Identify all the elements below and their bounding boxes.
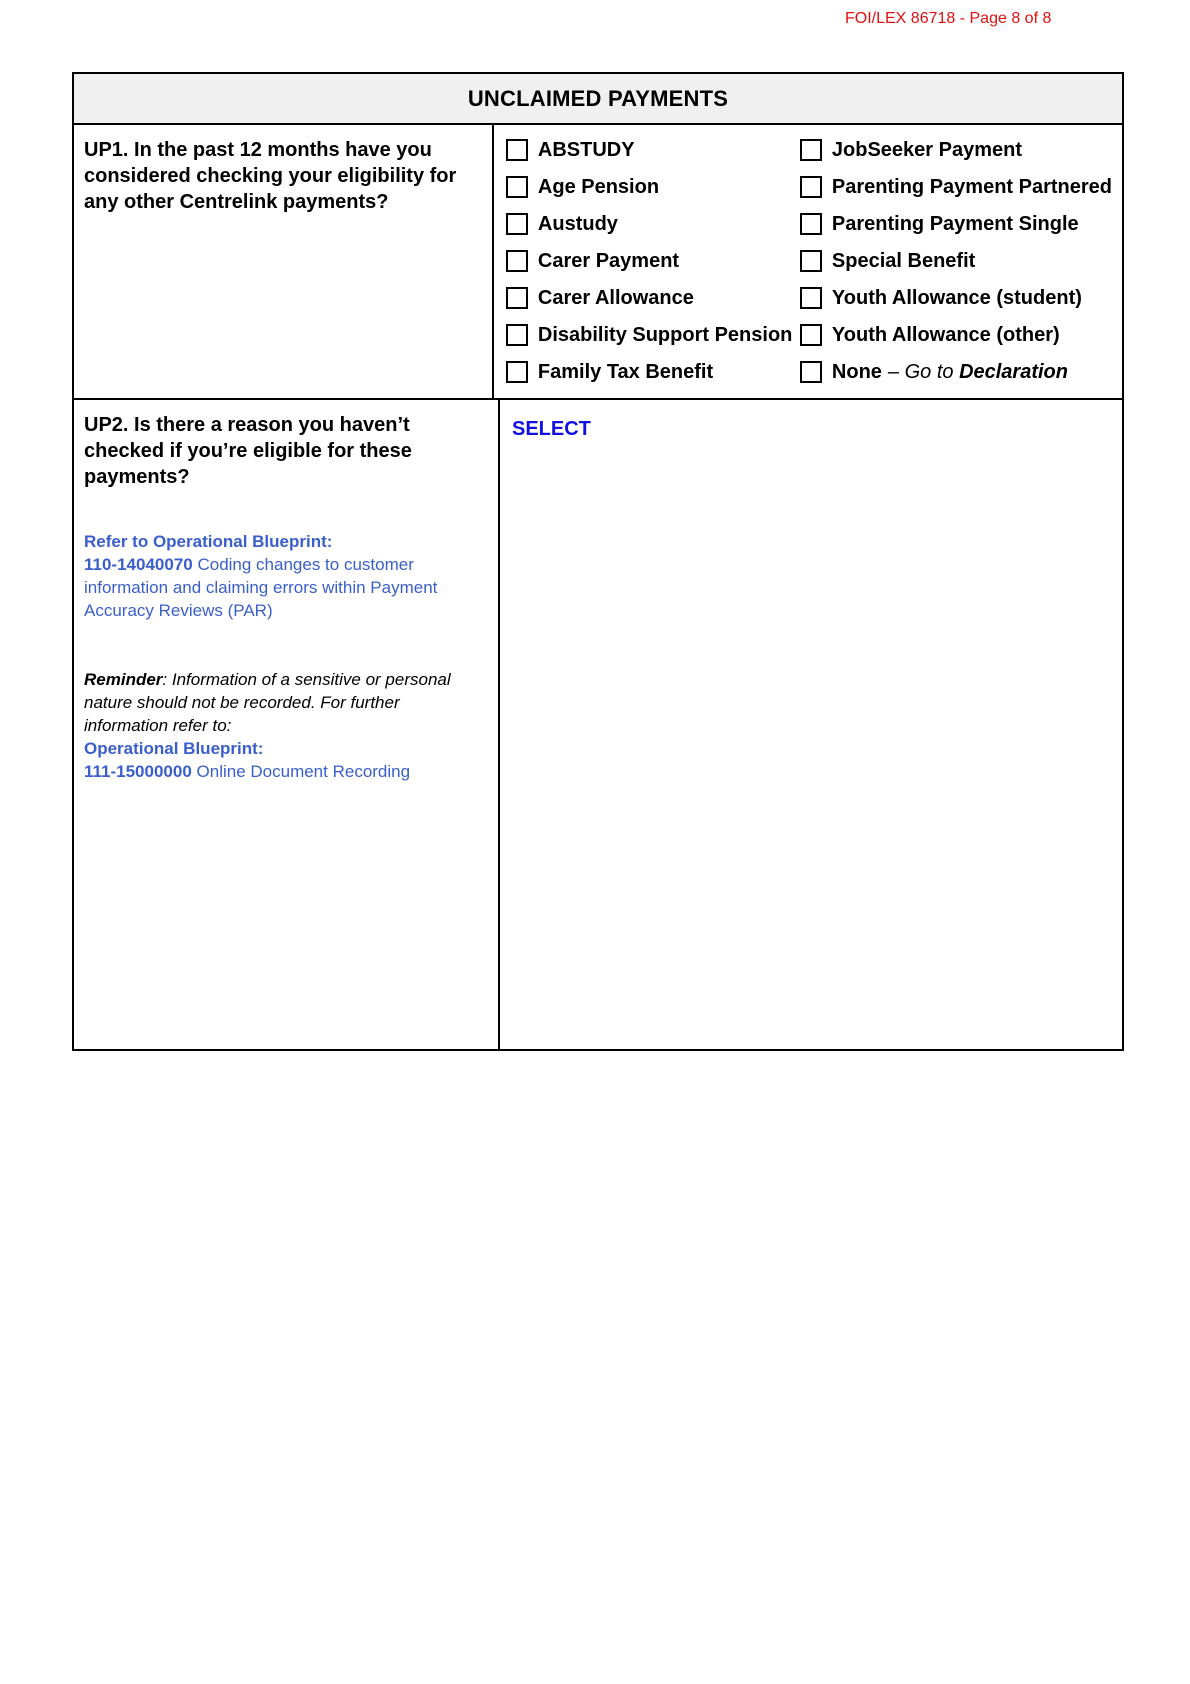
option-parenting-payment-partnered[interactable] bbox=[800, 174, 1112, 200]
none-instruction bbox=[888, 361, 1068, 384]
checkbox[interactable] bbox=[800, 250, 822, 272]
answer-cell-up2 bbox=[500, 400, 1122, 1049]
option-label: Carer Payment bbox=[537, 249, 680, 272]
checkbox[interactable] bbox=[506, 176, 528, 198]
question-up1: UP1. In the past 12 months have you considered checking your eligibility for any other Centrelink payments? bbox=[84, 139, 457, 213]
checkbox[interactable] bbox=[506, 287, 528, 309]
option-label: Disability Support Pension bbox=[537, 323, 793, 346]
checkbox[interactable] bbox=[800, 324, 822, 346]
none-instruction-prefix: – Go to bbox=[887, 360, 960, 383]
blueprint-reference bbox=[84, 530, 488, 622]
blueprint-reference-2 bbox=[84, 737, 488, 783]
option-label: ABSTUDY bbox=[537, 138, 635, 161]
option-label: Austudy bbox=[537, 212, 618, 235]
option-youth-allowance-other[interactable] bbox=[800, 322, 1112, 348]
option-carer-allowance[interactable] bbox=[506, 285, 800, 311]
option-label: Age Pension bbox=[537, 175, 660, 198]
checkbox[interactable] bbox=[506, 324, 528, 346]
checkbox[interactable] bbox=[800, 213, 822, 235]
reminder-text: : Information of a sensitive or personal nature should not be recorded. For further information refer to: bbox=[84, 670, 451, 735]
option-label: JobSeeker Payment bbox=[831, 138, 1023, 161]
section-title: UNCLAIMED PAYMENTS bbox=[74, 74, 1122, 125]
option-family-tax-benefit[interactable] bbox=[506, 359, 800, 385]
option-label: Family Tax Benefit bbox=[537, 360, 714, 383]
payment-options bbox=[506, 137, 1112, 385]
blueprint-link[interactable] bbox=[84, 760, 488, 783]
option-none[interactable] bbox=[800, 359, 1112, 385]
option-label: None bbox=[831, 360, 882, 383]
option-label: Parenting Payment Single bbox=[831, 212, 1079, 235]
question-row-up2 bbox=[74, 400, 1122, 1049]
reminder-label: Reminder bbox=[84, 670, 163, 689]
checkbox[interactable] bbox=[800, 287, 822, 309]
ref-heading: Refer to Operational Blueprint: bbox=[84, 532, 333, 551]
option-label: Carer Allowance bbox=[537, 286, 694, 309]
option-label: Youth Allowance (other) bbox=[831, 323, 1060, 346]
ref-text: Coding changes to customer information and claiming errors within Payment Accuracy Reviews (PAR) bbox=[84, 555, 438, 620]
select-dropdown[interactable]: SELECT bbox=[512, 418, 591, 440]
option-label: Youth Allowance (student) bbox=[831, 286, 1082, 309]
page-reference: FOI/LEX 86718 - Page 8 of 8 bbox=[845, 10, 1052, 27]
question-cell-up1 bbox=[74, 125, 494, 398]
checkbox[interactable] bbox=[800, 176, 822, 198]
option-age-pension[interactable] bbox=[506, 174, 800, 200]
ref-link[interactable] bbox=[84, 553, 488, 622]
options-cell-up1 bbox=[494, 125, 1122, 398]
blueprint-text: Online Document Recording bbox=[191, 762, 411, 781]
question-cell-up2 bbox=[74, 400, 500, 1049]
checkbox[interactable] bbox=[506, 361, 528, 383]
option-label: Special Benefit bbox=[831, 249, 976, 272]
option-special-benefit[interactable] bbox=[800, 248, 1112, 274]
blueprint-heading: Operational Blueprint: bbox=[84, 739, 264, 758]
ref-code: 110-14040070 bbox=[84, 555, 193, 574]
option-label: Parenting Payment Partnered bbox=[831, 175, 1112, 198]
checkbox[interactable] bbox=[506, 250, 528, 272]
option-youth-allowance-student[interactable] bbox=[800, 285, 1112, 311]
option-disability-support-pension[interactable] bbox=[506, 322, 800, 348]
checkbox[interactable] bbox=[506, 213, 528, 235]
blueprint-code: 111-15000000 bbox=[84, 762, 192, 781]
option-abstudy[interactable] bbox=[506, 137, 800, 163]
option-jobseeker-payment[interactable] bbox=[800, 137, 1112, 163]
reminder-note bbox=[84, 668, 488, 737]
option-parenting-payment-single[interactable] bbox=[800, 211, 1112, 237]
checkbox[interactable] bbox=[506, 139, 528, 161]
option-carer-payment[interactable] bbox=[506, 248, 800, 274]
question-row-up1 bbox=[74, 125, 1122, 400]
question-up2: UP2. Is there a reason you haven’t checked if you’re eligible for these payments? bbox=[84, 414, 412, 488]
option-austudy[interactable] bbox=[506, 211, 800, 237]
unclaimed-payments-form bbox=[72, 72, 1124, 1051]
checkbox[interactable] bbox=[800, 139, 822, 161]
checkbox[interactable] bbox=[800, 361, 822, 383]
declaration-link: Declaration bbox=[959, 360, 1068, 383]
